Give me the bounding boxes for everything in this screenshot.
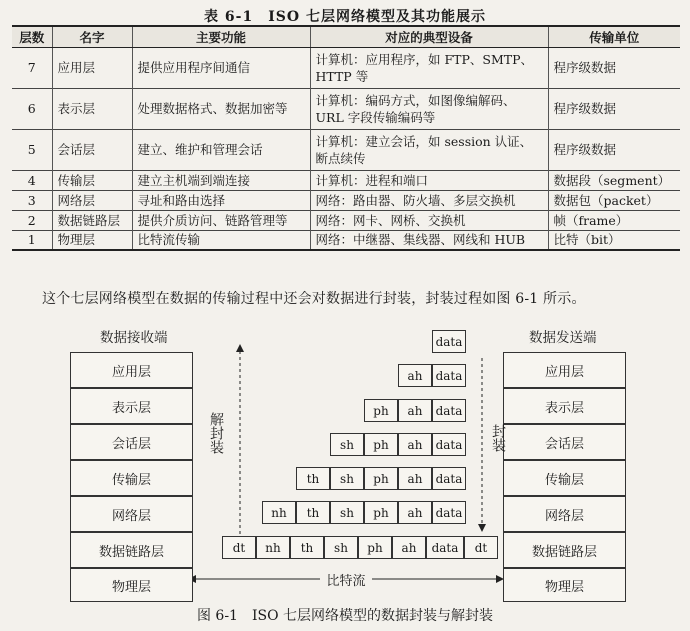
- cell-unit: 程序级数据: [548, 88, 680, 129]
- packet-cell-nh: nh: [262, 501, 296, 524]
- receiver-layer-presentation: 表示层: [70, 388, 193, 424]
- sender-layer-network: 网络层: [503, 496, 626, 532]
- packet-cell-ah: ah: [398, 433, 432, 456]
- cell-unit: 比特（bit）: [548, 230, 680, 250]
- packet-cell-data: data: [432, 330, 466, 353]
- cell-func: 处理数据格式、数据加密等: [132, 88, 310, 129]
- cell-num: 1: [27, 232, 36, 248]
- packet-cell-data: data: [432, 364, 466, 387]
- cell-func: 建立主机端到端连接: [132, 170, 310, 190]
- cell-name: 物理层: [52, 230, 132, 250]
- cell-num: 5: [27, 142, 36, 157]
- cell-name: 应用层: [52, 47, 132, 88]
- header-unit: 传输单位: [548, 26, 680, 47]
- packet-cell-ah: ah: [398, 467, 432, 490]
- encap-label: [488, 424, 504, 452]
- cell-device: 网络：路由器、防火墙、多层交换机: [310, 190, 548, 210]
- cell-device: 网络：中继器、集线器、网线和 HUB: [310, 230, 548, 250]
- cell-num: 6: [27, 101, 36, 116]
- packet-cell-sh: sh: [330, 467, 364, 490]
- cell-unit: 数据包（packet）: [548, 190, 680, 210]
- cell-num: 7: [27, 60, 36, 75]
- packet-cell-sh: sh: [330, 501, 364, 524]
- sender-stack: [503, 330, 626, 600]
- cell-func: 寻址和路由选择: [132, 190, 310, 210]
- cell-func: 建立、维护和管理会话: [132, 129, 310, 170]
- header-num: 层数: [12, 26, 52, 47]
- cell-unit: 帧（frame）: [548, 210, 680, 230]
- packet-cell-ph: ph: [364, 399, 398, 422]
- receiver-layer-network: 网络层: [70, 496, 193, 532]
- cell-name: 传输层: [52, 170, 132, 190]
- intro-paragraph: 这个七层网络模型在数据的传输过程中还会对数据进行封装，封装过程如图 6-1 所示。: [42, 291, 586, 307]
- sender-layer-datalink: 数据链路层: [503, 532, 626, 568]
- packet-cell-ah: ah: [398, 501, 432, 524]
- packet-cell-dt: dt: [464, 536, 498, 559]
- sender-layer-transport: 传输层: [503, 460, 626, 496]
- cell-func: 提供介质访问、链路管理等: [132, 210, 310, 230]
- sender-layer-physical: 物理层: [503, 568, 626, 602]
- receiver-stack: [70, 330, 193, 600]
- cell-unit: 程序级数据: [548, 129, 680, 170]
- packet-cell-th: th: [296, 501, 330, 524]
- sender-layer-application: 应用层: [503, 352, 626, 388]
- receiver-title: 数据接收端: [100, 330, 168, 346]
- packet-cell-nh: nh: [256, 536, 290, 559]
- decap-label: [206, 412, 222, 454]
- cell-name: 网络层: [52, 190, 132, 210]
- packet-cell-data: data: [432, 399, 466, 422]
- cell-func: 比特流传输: [132, 230, 310, 250]
- receiver-layer-datalink: 数据链路层: [70, 532, 193, 568]
- packet-cell-ah: ah: [398, 399, 432, 422]
- decap-label-text: 解封装: [208, 412, 224, 454]
- sender-layer-session: 会话层: [503, 424, 626, 460]
- cell-unit: 数据段（segment）: [548, 170, 680, 190]
- sender-title: 数据发送端: [529, 330, 597, 346]
- receiver-layer-physical: 物理层: [70, 568, 193, 602]
- packet-cell-sh: sh: [324, 536, 358, 559]
- header-name: 名字: [52, 26, 132, 47]
- figure-caption: 图 6-1 ISO 七层网络模型的数据封装与解封装: [196, 608, 494, 624]
- packet-cell-ph: ph: [364, 501, 398, 524]
- packet-cell-data: data: [432, 501, 466, 524]
- header-func: 主要功能: [132, 26, 310, 47]
- encap-label-text: 封装: [490, 424, 506, 452]
- packet-cell-ah: ah: [398, 364, 432, 387]
- packet-cell-th: th: [296, 467, 330, 490]
- cell-num: 2: [27, 212, 36, 228]
- cell-device: 网络：网卡、网桥、交换机: [310, 210, 548, 230]
- sender-layer-presentation: 表示层: [503, 388, 626, 424]
- packet-cell-ph: ph: [358, 536, 392, 559]
- cell-device: 计算机：应用程序，如 FTP、SMTP、HTTP 等: [310, 47, 548, 88]
- packet-cell-dt: dt: [222, 536, 256, 559]
- packet-cell-data: data: [426, 536, 464, 559]
- header-device: 对应的典型设备: [310, 26, 548, 47]
- receiver-layer-application: 应用层: [70, 352, 193, 388]
- bitstream-label: 比特流: [322, 570, 370, 589]
- receiver-layer-session: 会话层: [70, 424, 193, 460]
- cell-num: 3: [27, 192, 36, 208]
- receiver-layer-transport: 传输层: [70, 460, 193, 496]
- cell-name: 数据链路层: [52, 210, 132, 230]
- packet-cell-ph: ph: [364, 433, 398, 456]
- cell-unit: 程序级数据: [548, 47, 680, 88]
- packet-cell-th: th: [290, 536, 324, 559]
- table-title: 表 6-1 ISO 七层网络模型及其功能展示: [204, 9, 486, 25]
- cell-name: 表示层: [52, 88, 132, 129]
- packet-cell-sh: sh: [330, 433, 364, 456]
- cell-func: 提供应用程序间通信: [132, 47, 310, 88]
- cell-device: 计算机：建立会话，如 session 认证、断点续传: [310, 129, 548, 170]
- cell-device: 计算机：编码方式，如图像编解码、URL 字段传输编码等: [310, 88, 548, 129]
- packet-cell-data: data: [432, 433, 466, 456]
- cell-name: 会话层: [52, 129, 132, 170]
- cell-device: 计算机：进程和端口: [310, 170, 548, 190]
- packet-cell-data: data: [432, 467, 466, 490]
- cell-num: 4: [27, 172, 36, 188]
- packet-cell-ah: ah: [392, 536, 426, 559]
- packet-cell-ph: ph: [364, 467, 398, 490]
